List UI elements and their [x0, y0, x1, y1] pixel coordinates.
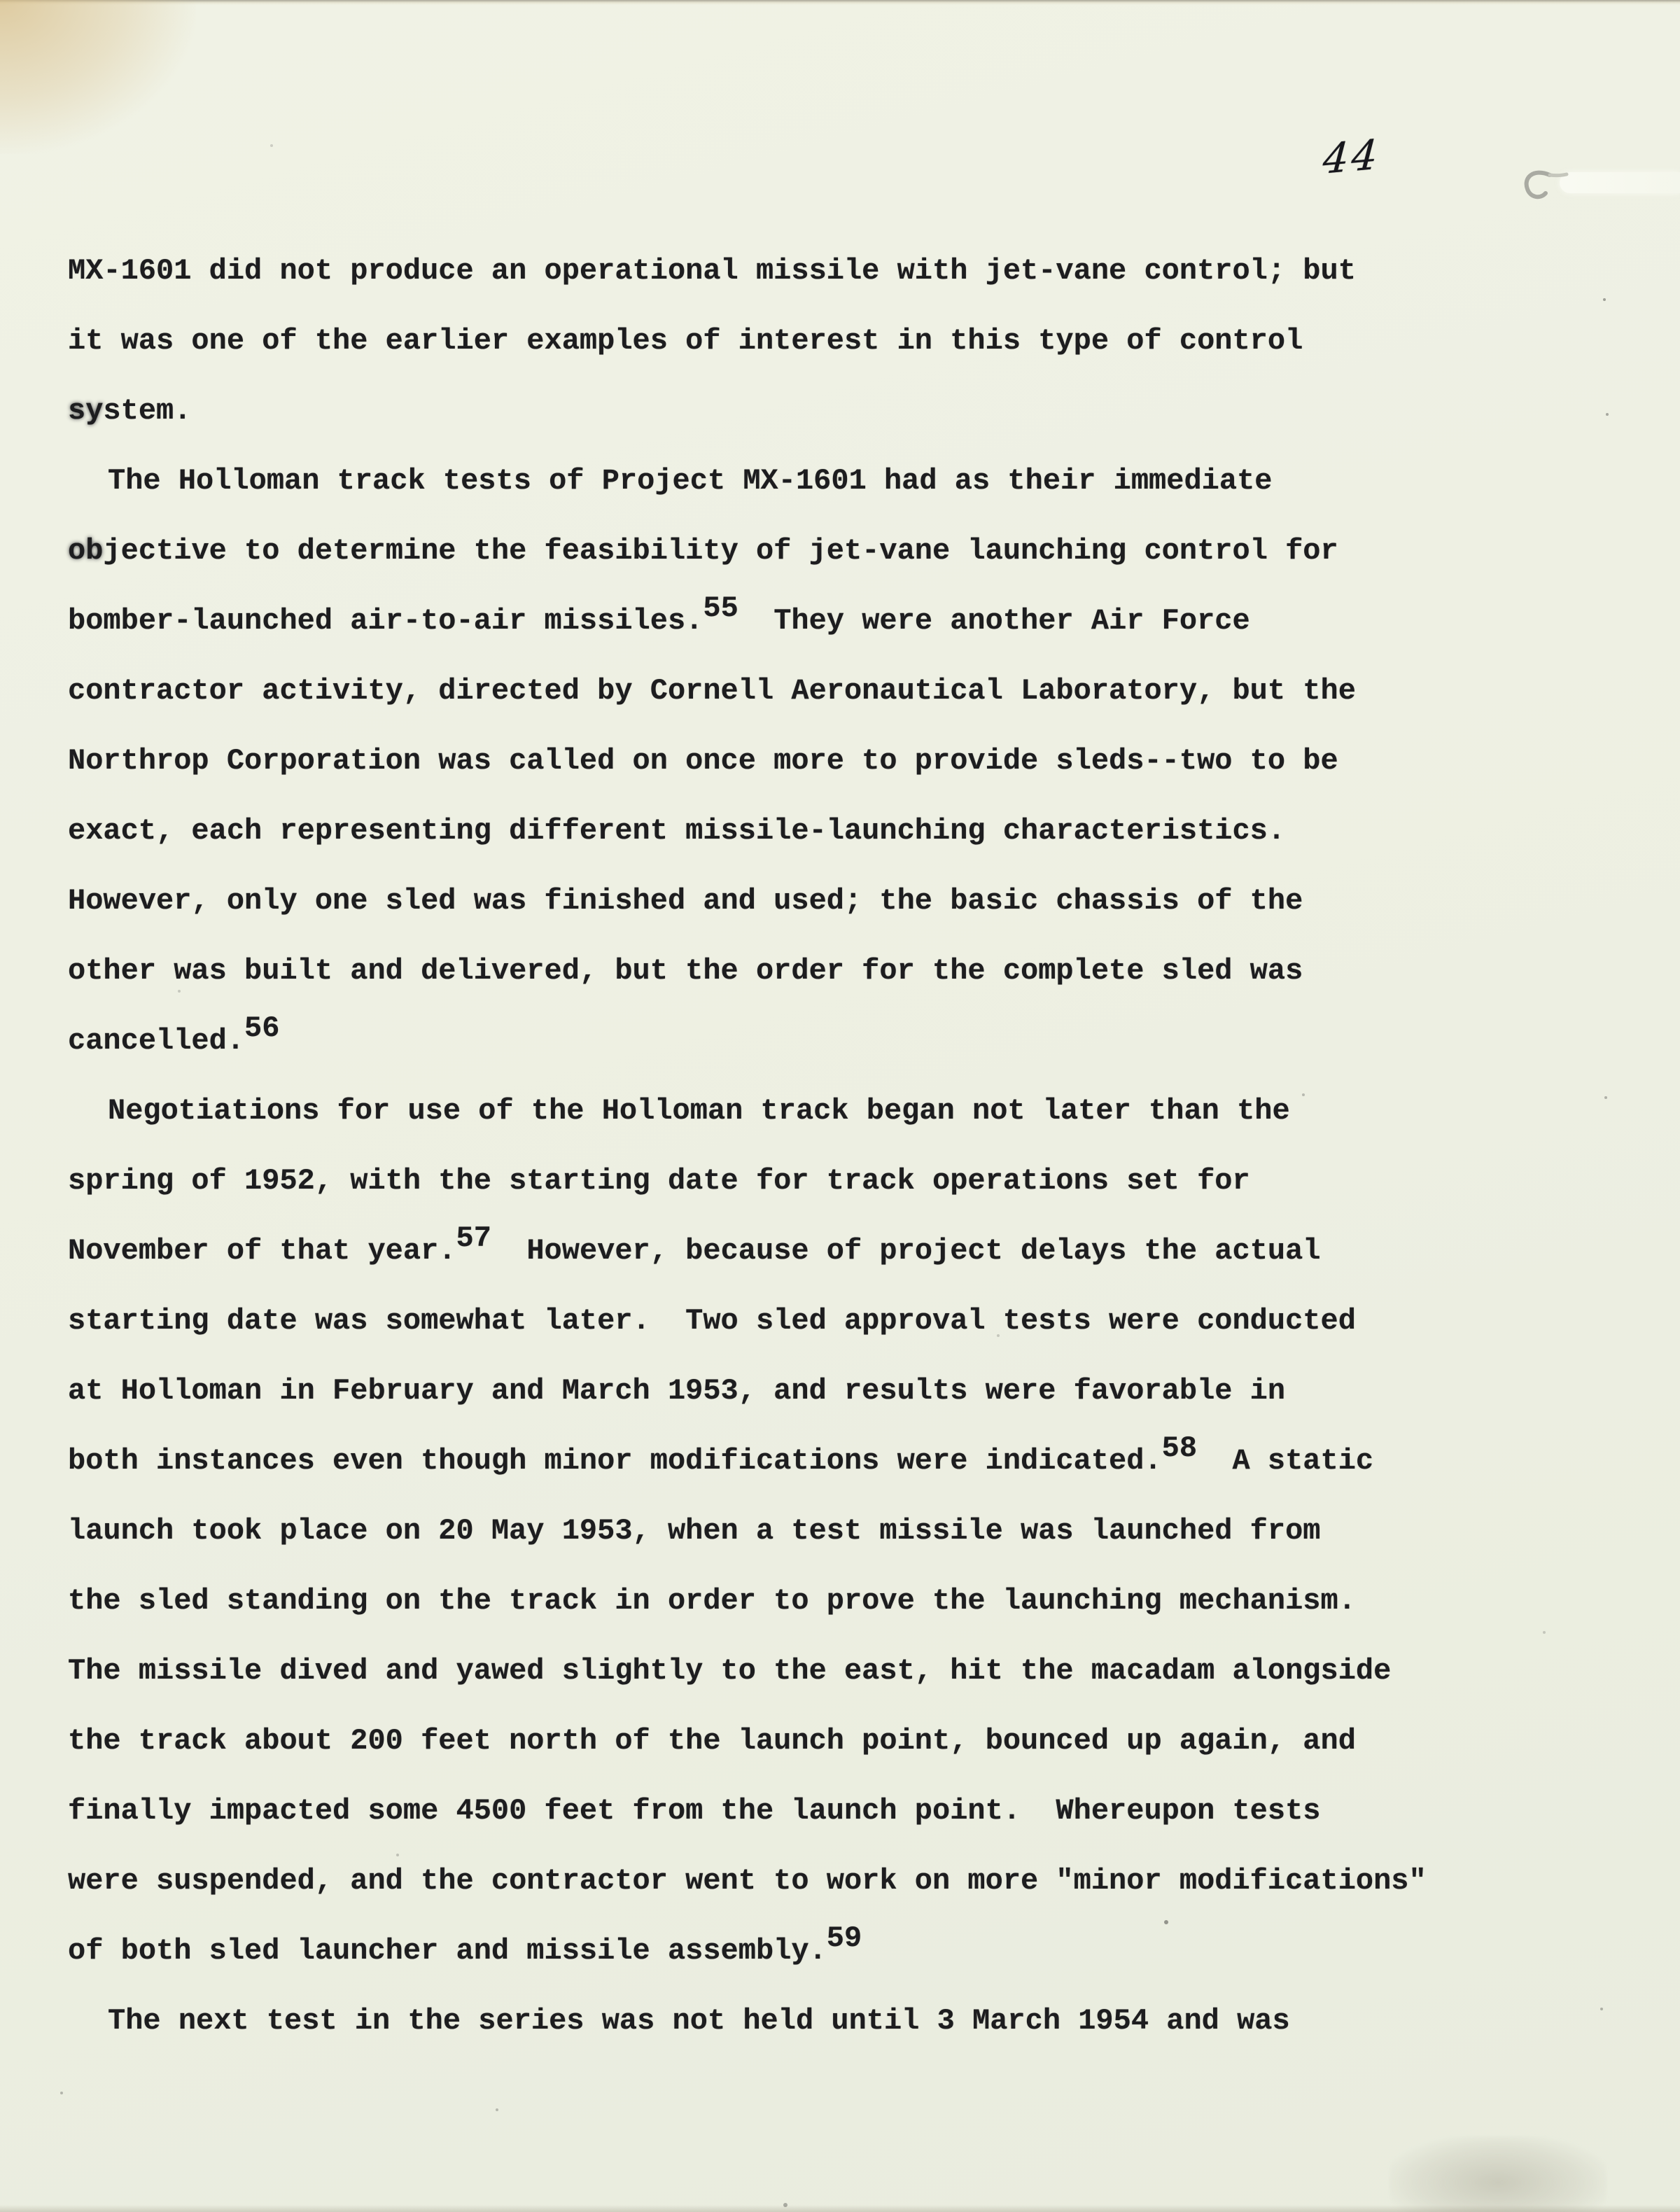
- footnote-ref: 57: [456, 1222, 491, 1256]
- text-line: [68, 1986, 1427, 2056]
- text-line: [68, 1356, 1427, 1426]
- text-line: [68, 1076, 1427, 1146]
- pencil-curl-mark: [1519, 167, 1571, 204]
- text-line: [68, 1846, 1427, 1916]
- text-line: [68, 936, 1427, 1006]
- text-segment: spring of 1952, with the starting date for track operations set for: [68, 1164, 1250, 1198]
- text-line: [68, 1146, 1427, 1216]
- text-segment: MX-1601 did not produce an operational missile with jet-vane control; but: [68, 254, 1356, 288]
- text-segment: A static: [1197, 1444, 1374, 1478]
- text-segment: finally impacted some 4500 feet from the launch point. Whereupon tests: [68, 1794, 1321, 1828]
- scan-top-edge: [0, 0, 1680, 5]
- text-segment: starting date was somewhat later. Two sled approval tests were conducted: [68, 1304, 1356, 1338]
- text-line: [68, 866, 1427, 936]
- text-segment: stem.: [103, 394, 192, 428]
- text-line: [68, 726, 1427, 796]
- text-segment: Negotiations for use of the Holloman track began not later than the: [108, 1094, 1290, 1128]
- text-line: [68, 656, 1427, 726]
- text-line: [68, 796, 1427, 866]
- text-segment: ob: [68, 534, 104, 568]
- text-segment: the track about 200 feet north of the launch point, bounced up again, and: [68, 1724, 1356, 1758]
- whiteout-streak: [1560, 172, 1680, 193]
- text-segment: cancelled.: [68, 1024, 245, 1058]
- text-segment: it was one of the earlier examples of interest in this type of control: [68, 324, 1303, 358]
- text-line: [68, 1006, 1427, 1076]
- text-line: [68, 1426, 1427, 1496]
- text-segment: of both sled launcher and missile assembly.: [68, 1934, 827, 1968]
- text-segment: The next test in the series was not held until 3 March 1954 and was: [108, 2004, 1290, 2038]
- text-segment: The missile dived and yawed slightly to the east, hit the macadam alongside: [68, 1654, 1392, 1688]
- text-segment: The Holloman track tests of Project MX-1601 had as their immediate: [108, 464, 1273, 498]
- scan-bottom-edge: [0, 2205, 1680, 2212]
- text-segment: exact, each representing different missile-launching characteristics.: [68, 814, 1286, 848]
- text-line: [68, 236, 1427, 306]
- paper-speckles: [0, 0, 3, 3]
- text-segment: However, because of project delays the actual: [491, 1234, 1321, 1268]
- text-line: [68, 1776, 1427, 1846]
- text-segment: the sled standing on the track in order to prove the launching mechanism.: [68, 1584, 1356, 1618]
- text-segment: November of that year.: [68, 1234, 456, 1268]
- footnote-ref: 56: [244, 1011, 280, 1046]
- text-segment: Northrop Corporation was called on once more to provide sleds--two to be: [68, 744, 1338, 778]
- footnote-ref: 55: [703, 592, 738, 626]
- text-line: [68, 446, 1427, 516]
- text-line: [68, 586, 1427, 656]
- scan-bottom-smudge: [1390, 2136, 1606, 2212]
- typed-lines: [68, 236, 1427, 2056]
- text-line: [68, 1706, 1427, 1776]
- scan-corner-shading: [0, 0, 196, 154]
- text-line: [68, 1496, 1427, 1566]
- text-line: [68, 1216, 1427, 1286]
- text-segment: jective to determine the feasibility of jet-vane launching control for: [103, 534, 1338, 568]
- text-segment: were suspended, and the contractor went to work on more "minor modifications": [68, 1864, 1427, 1898]
- text-segment: contractor activity, directed by Cornell Aeronautical Laboratory, but the: [68, 674, 1356, 708]
- text-segment: launch took place on 20 May 1953, when a test missile was launched from: [68, 1514, 1321, 1548]
- text-segment: However, only one sled was finished and used; the basic chassis of the: [68, 884, 1303, 918]
- footnote-ref: 59: [826, 1921, 862, 1956]
- footnote-ref: 58: [1161, 1432, 1198, 1466]
- page-number-handwritten: 44: [1321, 130, 1382, 183]
- text-line: [68, 306, 1427, 376]
- text-line: [68, 1286, 1427, 1356]
- text-segment: bomber-launched air-to-air missiles.: [68, 604, 704, 638]
- text-line: [68, 376, 1427, 446]
- text-segment: at Holloman in February and March 1953, and results were favorable in: [68, 1374, 1286, 1408]
- text-segment: both instances even though minor modifications were indicated.: [68, 1444, 1162, 1478]
- text-line: [68, 1566, 1427, 1636]
- text-line: [68, 516, 1427, 586]
- text-line: [68, 1916, 1427, 1986]
- text-segment: sy: [68, 394, 104, 428]
- text-line: [68, 1636, 1427, 1706]
- text-segment: They were another Air Force: [738, 604, 1250, 638]
- text-segment: other was built and delivered, but the order for the complete sled was: [68, 954, 1303, 988]
